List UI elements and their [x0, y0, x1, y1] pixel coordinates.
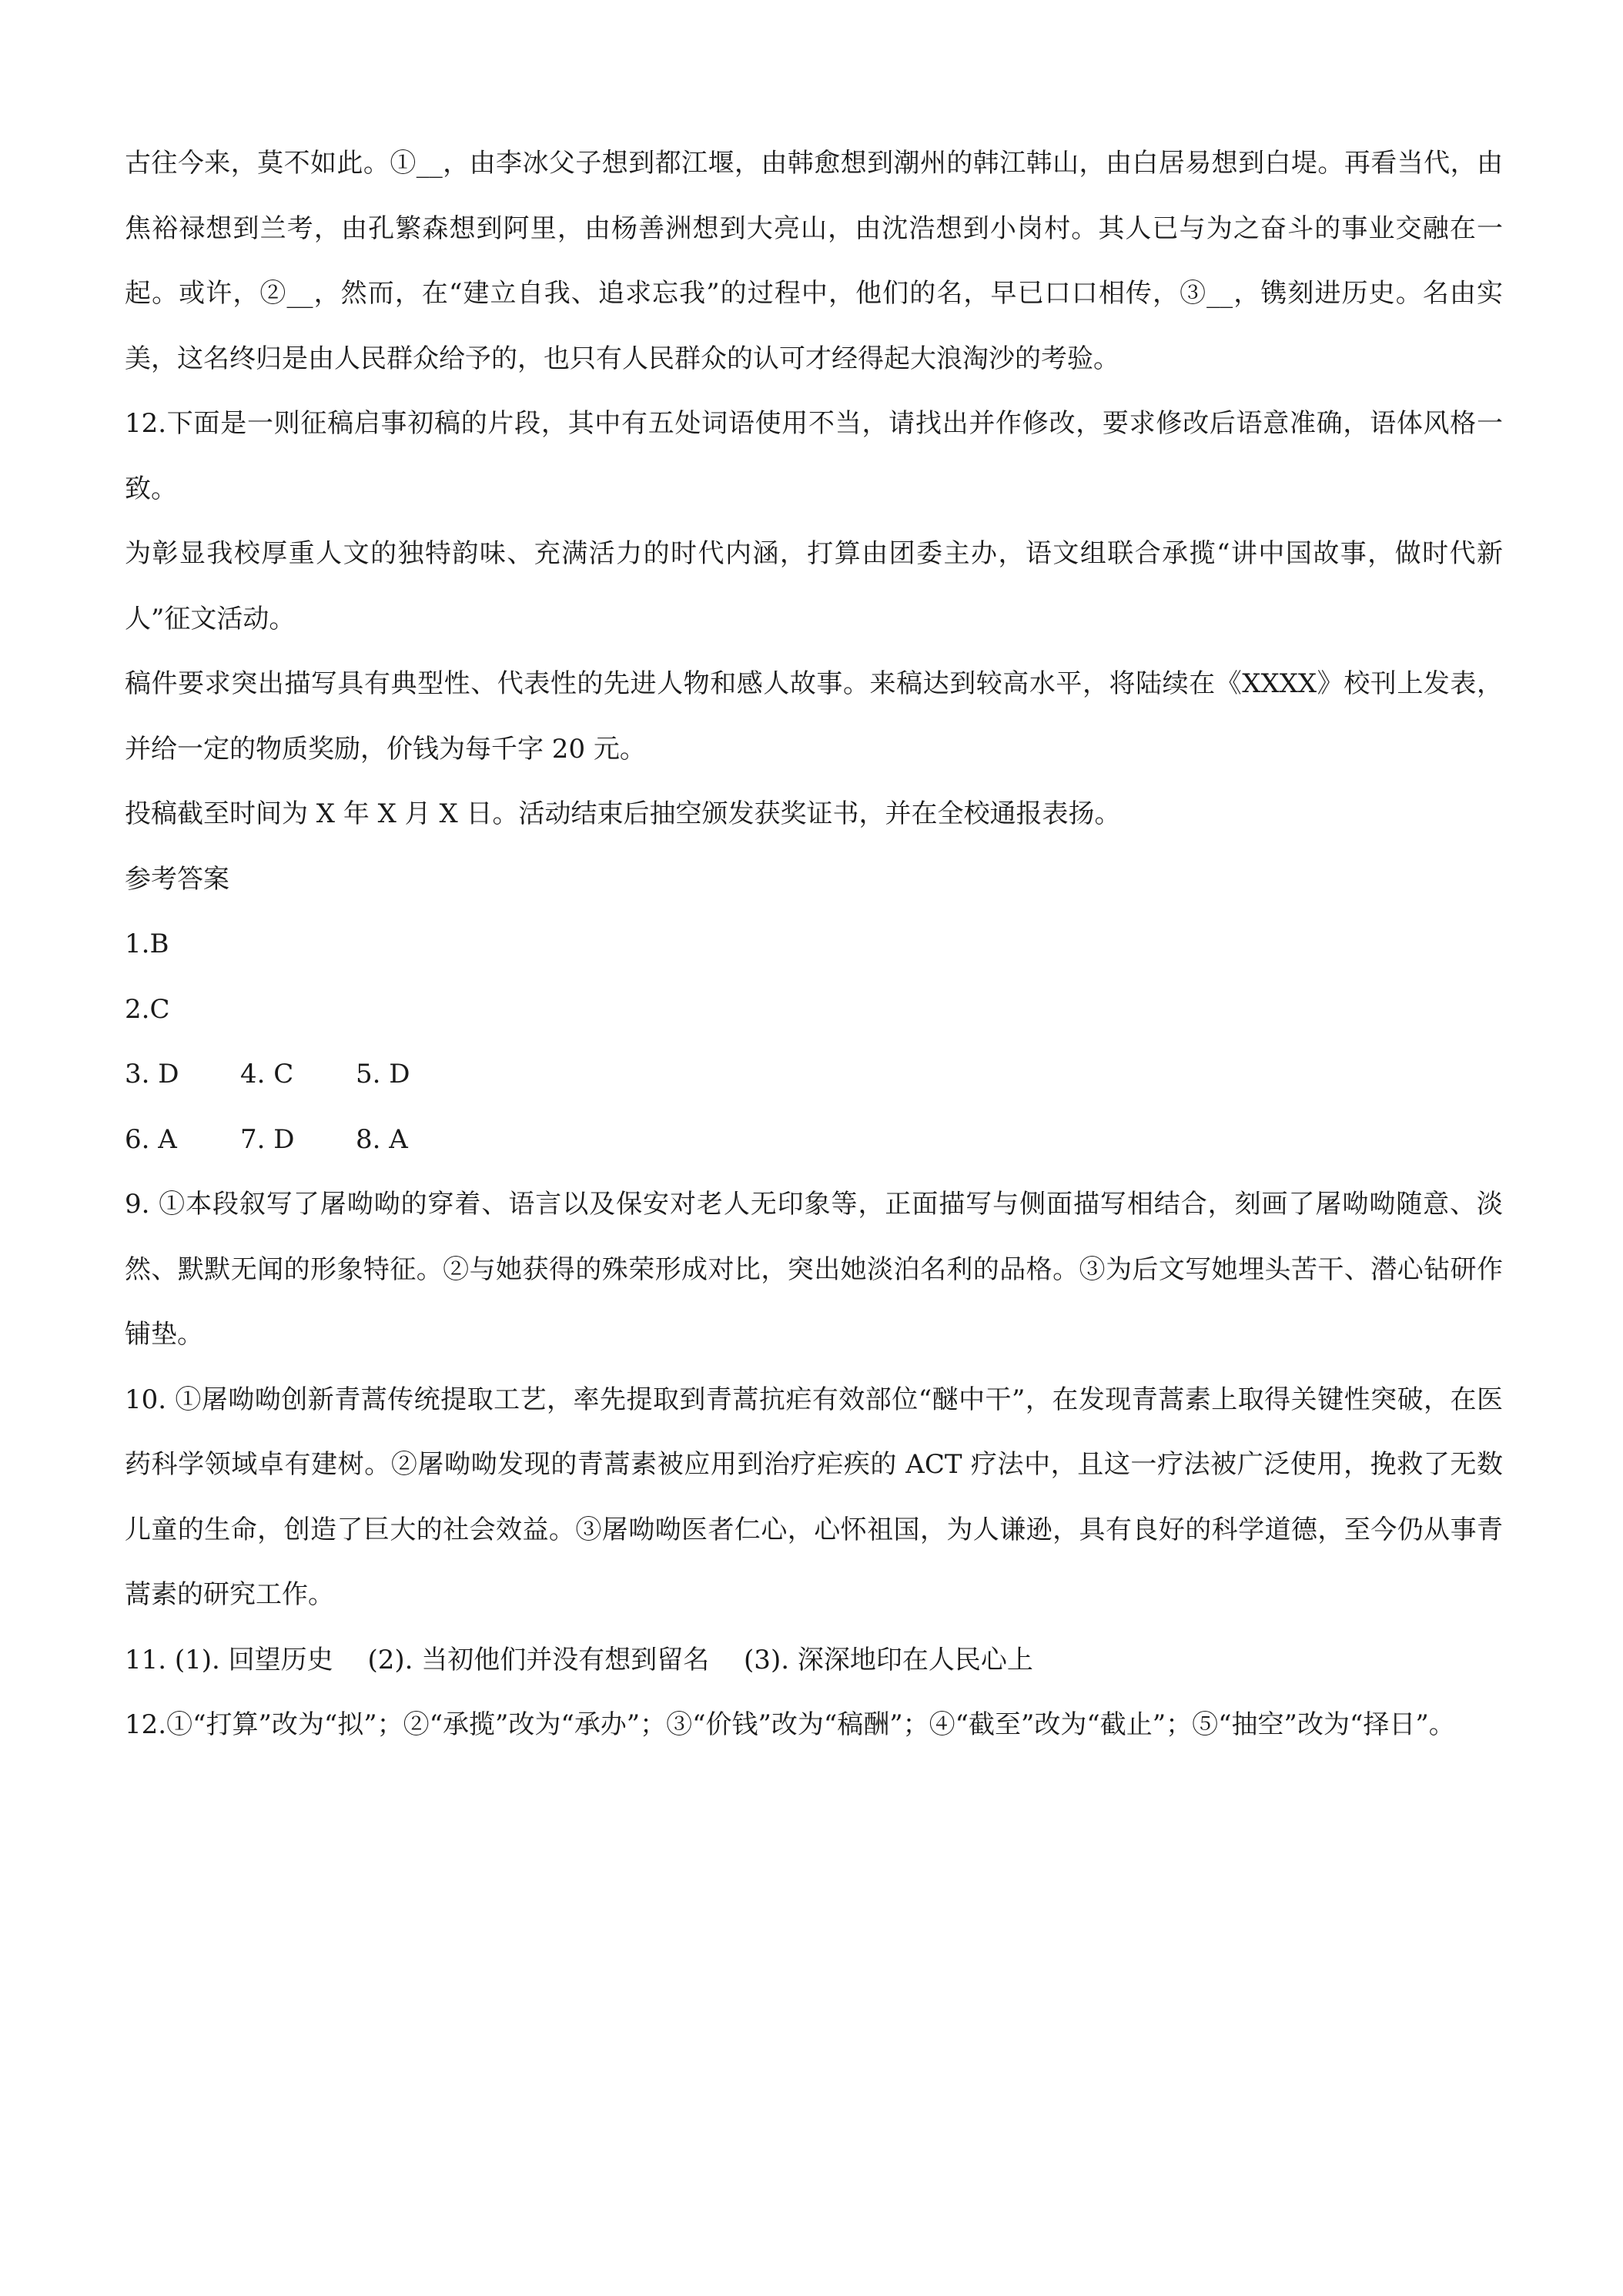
- answers-heading: 参考答案: [125, 863, 229, 895]
- notice-paragraph-3: 投稿截至时间为 X 年 X 月 X 日。活动结束后抽空颁发获奖证书，并在全校通报表扬。: [125, 798, 1121, 829]
- answer-5: 5. D: [356, 1059, 410, 1089]
- answer-row-6-8: [125, 1107, 1503, 1173]
- question-12-prompt: 12.下面是一则征稿启事初稿的片段，其中有五处词语使用不当，请找出并作修改，要求修改后语意准确，语体风格一致。: [125, 408, 1503, 504]
- answer-11: 11. (1). 回望历史 (2). 当初他们并没有想到留名 (3). 深深地印在人民心上: [125, 1644, 1033, 1675]
- answer-2: 2.C: [125, 993, 170, 1025]
- answer-8: 8. A: [356, 1123, 408, 1155]
- answer-6: 6. A: [125, 1123, 177, 1155]
- answer-12: 12.①“打算”改为“拟”；②“承揽”改为“承办”；③“价钱”改为“稿酬”；④“截至”改为“截止”；⑤“抽空”改为“择日”。: [125, 1709, 1455, 1740]
- answer-9: 9. ①本段叙写了屠呦呦的穿着、语言以及保安对老人无印象等，正面描写与侧面描写相结合，刻画了屠呦呦随意、淡然、默默无闻的形象特征。②与她获得的殊荣形成对比，突出她淡泊名利的品格。③为后文写她埋头苦干、潜心钻研作铺垫。: [125, 1189, 1503, 1350]
- answer-7: 7. D: [240, 1123, 295, 1155]
- notice-paragraph-2: 稿件要求突出描写具有典型性、代表性的先进人物和感人故事。来稿达到较高水平，将陆续在《XXXX》校刊上发表，并给一定的物质奖励，价钱为每千字 20 元。: [125, 668, 1503, 765]
- notice-paragraph-1: 为彰显我校厚重人文的独特韵味、充满活力的时代内涵，打算由团委主办，语文组联合承揽“讲中国故事，做时代新人”征文活动。: [125, 538, 1503, 634]
- document-body: [125, 131, 1503, 1758]
- answer-4: 4. C: [240, 1059, 294, 1089]
- answer-10: 10. ①屠呦呦创新青蒿传统提取工艺，率先提取到青蒿抗疟有效部位“醚中干”，在发现青蒿素上取得关键性突破，在医药科学领域卓有建树。②屠呦呦发现的青蒿素被应用到治疗疟疾的 ACT 疗法中，且这一疗法被广泛使用，挽救了无数儿童的生命，创造了巨大的社会效益。③屠呦呦医者仁心，心怀祖国，为人谦逊，具有良好的科学道德，至今仍从事青蒿素的研究工作。: [125, 1384, 1503, 1610]
- answer-1: 1.B: [125, 929, 169, 959]
- answer-3: 3. D: [125, 1059, 179, 1089]
- answer-row-3-5: [125, 1042, 1503, 1107]
- passage-tail: 古往今来，莫不如此。①__，由李冰父子想到都江堰，由韩愈想到潮州的韩江韩山，由白居易想到白堤。再看当代，由焦裕禄想到兰考，由孔繁森想到阿里，由杨善洲想到大亮山，由沈浩想到小岗村。其人已与为之奋斗的事业交融在一起。或许，②__，然而，在“建立自我、追求忘我”的过程中，他们的名，早已口口相传，③__，镌刻进历史。名由实美，这名终归是由人民群众给予的，也只有人民群众的认可才经得起大浪淘沙的考验。: [125, 148, 1503, 374]
